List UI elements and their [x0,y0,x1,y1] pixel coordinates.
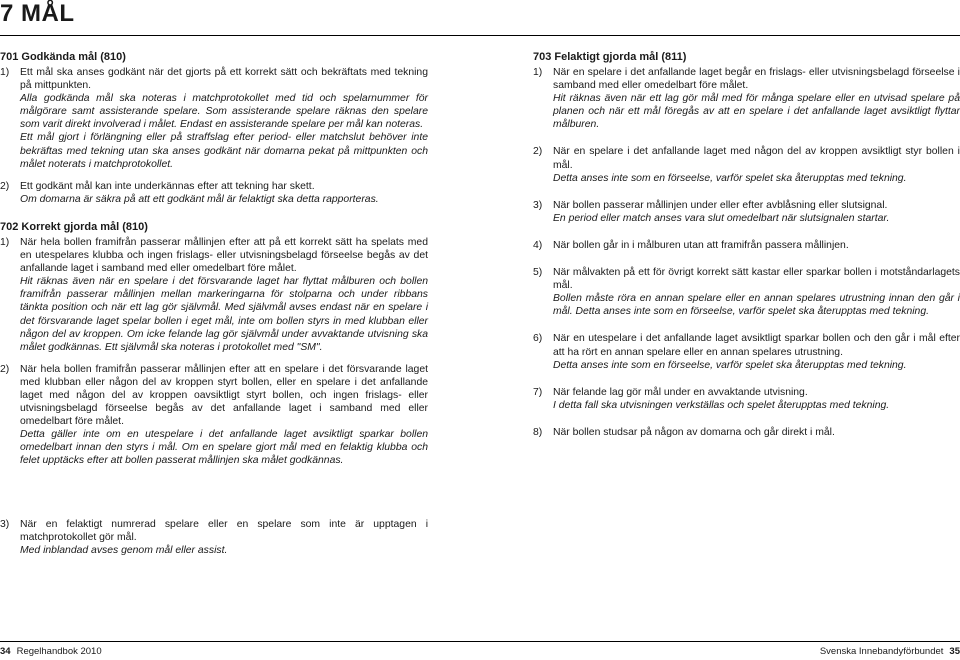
footer-right [820,646,960,658]
item-text: När felande lag gör mål under en avvaktande utvisning. [553,386,808,398]
bottom-rule [0,641,960,642]
item-note: En period eller match anses vara slut omedelbart när slutsignalen startar. [553,212,890,224]
item-note: Om domarna är säkra på att ett godkänt mål är felaktigt ska detta rapporteras. [20,193,379,205]
item-note: Alla godkända mål ska noteras i matchprotokollet med tid och spelarnummer för målgörare samt assisterande spelare. Som assisterande spelare räknas den spelare som varit direkt involverad i målet. Endast en assisterande spelare per mål kan noteras. [20,93,428,131]
rule-item-701-2 [0,180,428,206]
item-number: 3) [533,199,543,211]
item-number: 1) [533,67,543,78]
footer-publisher: Svenska Innebandyförbundet [819,646,944,657]
item-number: 5) [533,267,543,279]
item-number: 4) [533,239,543,251]
item-text: När målvakten på ett för övrigt korrekt sätt kastar eller sparkar bollen i motståndarlagets mål. [553,267,960,292]
section-title-703: 703 Felaktigt gjorda mål (811) [533,51,687,63]
item-number: 2) [533,146,543,158]
item-text: När bollen passerar mållinjen under eller efter avblåsning eller slutsignal. [553,199,888,211]
item-text: När en felaktigt numrerad spelare eller en spelare som inte är upptagen i matchprotokollet gör mål. [20,519,428,544]
item-number: 1) [0,67,10,78]
item-note: Detta anses inte som en förseelse, varför spelet ska återupptas med tekning. [553,172,907,184]
rule-item-702-2 [0,363,428,468]
rule-item-702-1 [0,236,428,354]
item-number: 3) [0,519,10,530]
item-note: Bollen måste röra en annan spelare eller en annan spelares utrustning innan den går i mål. Detta anses inte som en förseelse, varför spelet ska återupptas med tekning. [553,293,960,318]
section-title-702: 702 Korrekt gjorda mål (810) [0,220,148,233]
rule-item-703-6 [533,332,960,371]
item-number: 2) [0,363,10,375]
item-note: Hit räknas även när en spelare i det försvarande laget har flyttat målburen och bollen framifrån passerar mållinjen mellan markeringarna för stolparna och under ribbans tänkta position och när ett lag gör självmål. Med självmål avses endast när en spelare i det försvarande laget spelar bollen i eget mål, inte om bollen styrs in med klubban eller någon del av kroppen. Om icke felande lag gör självmål under avvaktande utvisning ska målet godkännas. Ett självmål ska noteras i protokollet med "SM". [20,276,428,353]
item-text: När hela bollen framifrån passerar mållinjen efter att på ett korrekt sätt ha spelats med en utespelares klubba och ingen frislags- eller utvisningsbelagd förseelse begås av det anfallande laget i samband med eller omedelbart före målet. [20,236,428,275]
item-text: Ett godkänt mål kan inte underkännas efter att tekning har skett. [20,180,315,192]
item-text: När bollen studsar på någon av domarna och går direkt i mål. [553,426,835,438]
rule-item-702-3 [0,518,428,557]
item-note: Med inblandad avses genom mål eller assist. [20,545,228,557]
footer-publication: Regelhandbok 2010 [16,646,102,657]
section-title-701: 701 Godkända mål (810) [0,51,126,63]
item-text: När en spelare i det anfallande laget med någon del av kroppen avsiktligt styr bollen i mål. [553,146,960,171]
rule-item-703-4 [533,239,960,252]
page-number: 34 [0,646,11,657]
rule-item-703-7 [533,386,960,412]
item-note: Detta gäller inte om en utespelare i det anfallande laget avsiktligt sparkar bollen omedelbart innan den styrs i mål. Om en spelare gjort mål med en felaktig klubba och felet upptäcks efter att bollen passerat mållinjen ska målet godkännas. [20,429,428,467]
item-number: 2) [0,180,10,192]
right-column [533,50,960,439]
rule-item-701-1 [0,66,428,171]
item-number: 1) [0,236,10,248]
item-note: Detta anses inte som en förseelse, varför spelet ska återupptas med tekning. [553,359,907,371]
top-rule [0,35,960,36]
footer-left [0,646,102,658]
rule-item-703-2 [533,145,960,184]
rule-item-703-8 [533,426,960,439]
rule-item-703-5 [533,266,960,318]
rule-item-703-1 [533,66,960,131]
page-number: 35 [949,646,960,657]
item-text: När bollen går in i målburen utan att framifrån passera mållinjen. [553,239,849,251]
rule-item-703-3 [533,199,960,225]
item-number: 6) [533,333,543,345]
item-text: När hela bollen framifrån passerar mållinjen efter att en spelare i det försvarande laget med klubban eller någon del av kroppen styrt bollen, eller en spelare i det anfallande laget med någon del av kroppen oavsiktligt styrt bollen, och ingen frislags- eller utvisningsbelagd förseelse begås av det anfallande laget i samband med eller omedelbart före målet. [20,363,428,428]
chapter-title: 7 MÅL [0,0,75,27]
item-note: Ett mål gjort i förlängning eller på straffslag efter period- eller matchslut behöver inte bekräftas med tekning utan ska anses godkänt när domarna pekat på mittpunkten och målet noterats i matchprotokollet. [20,132,428,170]
item-number: 8) [533,426,543,438]
item-note: Hit räknas även när ett lag gör mål med för många spelare eller en utvisad spelare på planen och när ett mål föregås av att en spelare i det anfallande laget avsiktligt flyttar målburen. [553,93,960,131]
left-column [0,50,428,468]
item-number: 7) [533,386,543,398]
item-note: I detta fall ska utvisningen verkställas och spelet återupptas med tekning. [553,399,890,411]
item-text: När en spelare i det anfallande laget begår en frislags- eller utvisningsbelagd förseelse i samband med eller omedelbart före målet. [553,67,960,92]
item-text: När en utespelare i det anfallande laget avsiktligt sparkar bollen och den går i mål efter att ha rört en annan spelare eller en annan spelares utrustning. [553,333,960,358]
item-text: Ett mål ska anses godkänt när det gjorts på ett korrekt sätt och bekräftats med tekning på mittpunkten. [20,67,428,92]
